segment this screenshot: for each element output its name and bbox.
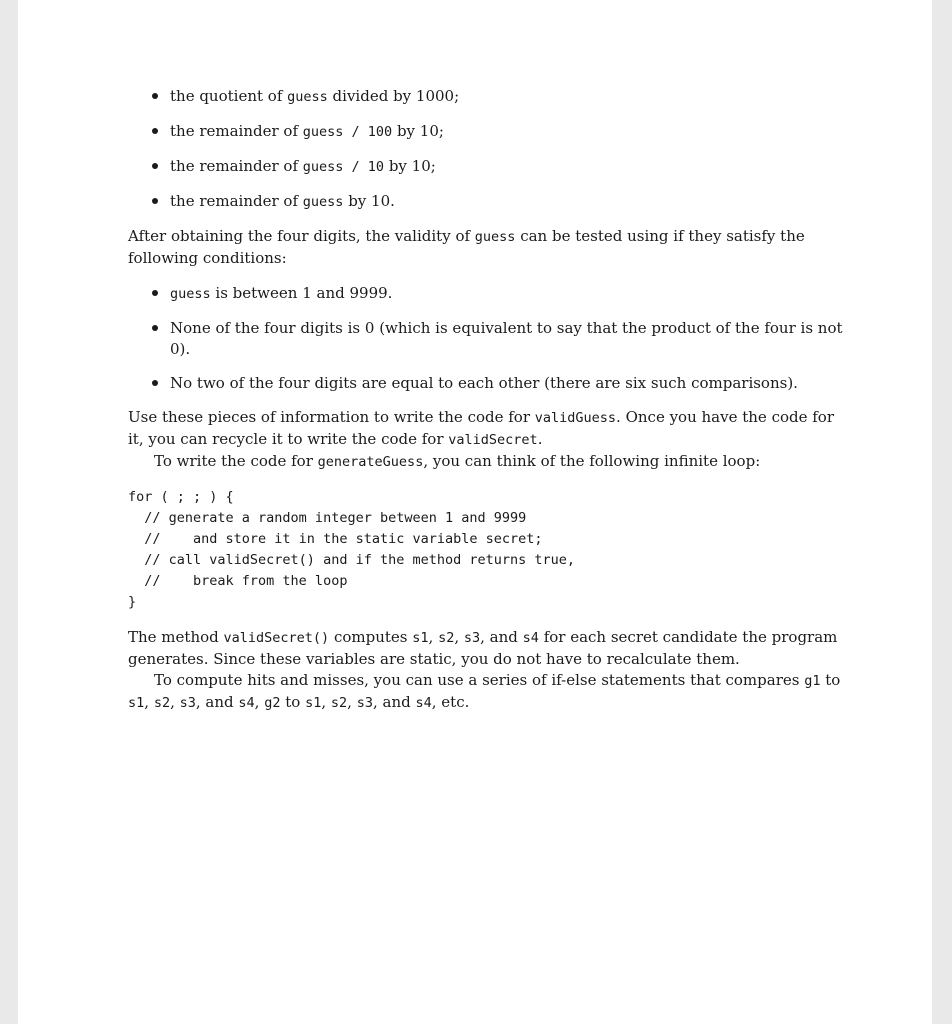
code-line: // break from the loop — [128, 573, 348, 589]
list-item: the remainder of guess by 10. — [152, 191, 850, 213]
bullet-icon — [152, 290, 158, 296]
list-item: guess is between 1 and 9999. — [152, 283, 850, 305]
digit-extraction-list — [128, 86, 850, 213]
conditions-list — [128, 283, 850, 394]
bullet-icon — [152, 380, 158, 386]
document-page — [18, 0, 932, 1024]
paragraph-recycle: Use these pieces of information to write the code for validGuess. Once you have the code for it, you can recycle it to write the code for validSecret. — [128, 408, 835, 448]
paragraph-generate-guess: To write the code for generateGuess, you can think of the following infinite loop: — [154, 452, 761, 470]
list-item: the quotient of guess divided by 1000; — [152, 86, 850, 108]
code-line: // call validSecret() and if the method returns true, — [128, 552, 576, 568]
bullet-icon — [152, 325, 158, 331]
paragraph-hits-misses: To compute hits and misses, you can use a series of if-else statements that compares g1 to s1, s2, s3, and s4, g2 to s1, s2, s3, and s4, etc. — [128, 671, 841, 711]
paragraph-valid-secret: The method validSecret() computes s1, s2, s3, and s4 for each secret candidate the program generates. Since these variables are static, you do not have to recalculate them. — [128, 628, 838, 668]
paragraph-validity: After obtaining the four digits, the validity of guess can be tested using if they satisfy the following conditions: — [128, 227, 805, 267]
bullet-icon — [152, 198, 158, 204]
list-item: No two of the four digits are equal to each other (there are six such comparisons). — [152, 373, 850, 394]
code-block — [128, 487, 850, 613]
code-line: for ( ; ; ) { — [128, 489, 234, 505]
bullet-icon — [152, 163, 158, 169]
list-item: None of the four digits is 0 (which is equivalent to say that the product of the four is not 0). — [152, 318, 850, 360]
code-line: } — [128, 594, 137, 610]
list-item: the remainder of guess / 10 by 10; — [152, 156, 850, 178]
document-body — [128, 86, 850, 714]
code-line: // and store it in the static variable secret; — [128, 531, 543, 547]
bullet-icon — [152, 93, 158, 99]
list-item: the remainder of guess / 100 by 10; — [152, 121, 850, 143]
bullet-icon — [152, 128, 158, 134]
code-line: // generate a random integer between 1 and 9999 — [128, 510, 527, 526]
